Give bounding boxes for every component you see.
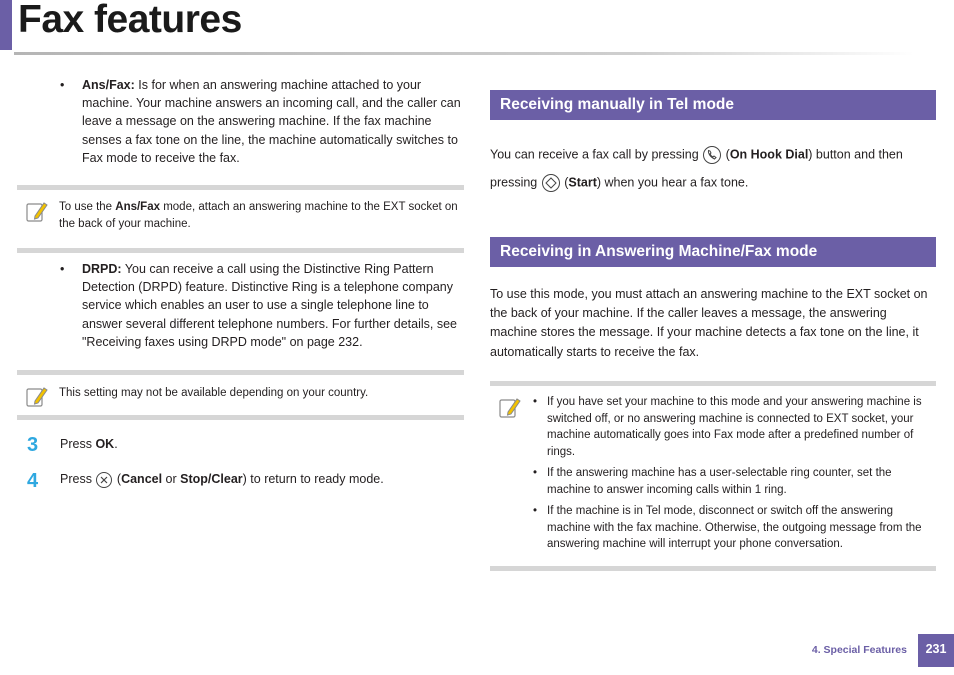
bullet-term: DRPD: [82, 262, 122, 276]
start-button-icon [541, 173, 561, 193]
bullet-ans-fax [60, 76, 466, 167]
bullet-drpd [60, 260, 466, 351]
bullet-text: You can receive a call using the Distinctive Ring Pattern Detection (DRPD) feature. Distinctive Ring is a telephone company service which enables an user to use a single telephone line to answer several different telephone numbers. For further details, see "Receiving faxes using DRPD mode" on page 232. [82, 262, 457, 349]
note-pencil-icon [25, 385, 49, 409]
section-header: Receiving in Answering Machine/Fax mode [490, 237, 936, 267]
bullet-dot: • [533, 396, 538, 408]
bullet-dot: • [60, 262, 65, 276]
bullet-dot: • [533, 467, 538, 479]
section-header: Receiving manually in Tel mode [490, 90, 936, 120]
note-box [17, 185, 464, 253]
step-text: Press (Cancel or Stop/Clear) to return to ready mode. [60, 470, 384, 489]
section-text: You can receive a fax call by pressing (On Hook Dial) button and then [490, 145, 936, 165]
note-pencil-icon [25, 200, 49, 224]
note-text: This setting may not be available depending on your country. [59, 387, 369, 399]
cancel-button-icon [95, 471, 113, 489]
page-title: Fax features [18, 0, 242, 41]
footer-chapter: 4. Special Features [811, 644, 907, 656]
title-accent-bar [0, 0, 12, 50]
step-number: 3 [27, 434, 39, 456]
note-list-item: • If you have set your machine to this mode and your answering machine is switched off, or no answering machine is connected to EXT socket, your machine automatically goes into Fax mode after a predefined number of rings. [533, 396, 922, 458]
bullet-dot: • [533, 505, 538, 517]
step-number: 4 [27, 470, 39, 492]
step-text: Press OK. [60, 437, 118, 451]
note-list-item: • If the answering machine has a user-selectable ring counter, set the machine to answer incoming calls within 1 ring. [533, 467, 892, 496]
note-list-item: • If the machine is in Tel mode, disconnect or switch off the answering machine with the fax machine. Otherwise, the outgoing message from the answering machine will interrupt your phone conversation. [533, 505, 922, 550]
bullet-dot: • [60, 78, 65, 92]
bullet-text: Is for when an answering machine attached to your machine. Your machine answers an incoming call, and the caller can leave a message on the answering machine. If the fax machine senses a fax tone on the line, the machine automatically switches to Fax mode to receive the fax. [82, 78, 461, 165]
bullet-term: Ans/Fax: [82, 78, 135, 92]
section-text: pressing (Start) when you hear a fax tone. [490, 173, 936, 193]
phone-icon [702, 145, 722, 165]
section-paragraph: To use this mode, you must attach an answering machine to the EXT socket on the back of your machine. If the caller leaves a message, the answering machine stores the message. If your machine detects a fax tone on the line, it automatically starts to receive the fax. [490, 287, 928, 359]
note-text: To use the Ans/Fax mode, attach an answering machine to the EXT socket on the back of your machine. [59, 201, 458, 230]
note-pencil-icon [498, 396, 522, 420]
page-number: 231 [918, 634, 954, 667]
note-box [490, 381, 936, 571]
title-divider [14, 52, 914, 55]
note-box [17, 370, 464, 420]
